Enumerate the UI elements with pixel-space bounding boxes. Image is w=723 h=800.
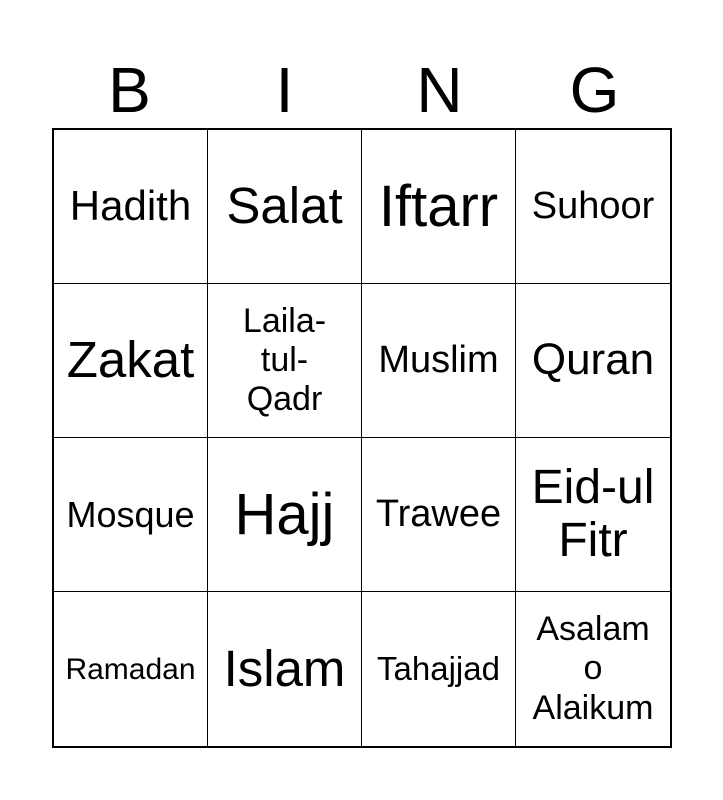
bingo-cell-label: Islam <box>223 639 346 697</box>
bingo-cell-r2c3[interactable] <box>362 284 516 438</box>
bingo-cell-label: Hadith <box>69 182 192 230</box>
bingo-cell-r3c1[interactable] <box>54 438 208 592</box>
bingo-cell-label: Eid-ul Fitr <box>531 460 655 567</box>
bingo-cell-label: Suhoor <box>531 184 655 227</box>
bingo-cell-label: Mosque <box>66 493 195 535</box>
bingo-cell-r3c4[interactable] <box>516 438 670 592</box>
header-letter-b: B <box>108 54 151 126</box>
header-letter-i: I <box>275 54 294 126</box>
bingo-cell-label: Trawee <box>375 492 502 535</box>
bingo-cell-label: Zakat <box>66 331 195 389</box>
header-letter-g: G <box>569 54 620 126</box>
bingo-board <box>52 128 672 748</box>
bingo-cell-r1c3[interactable] <box>362 130 516 284</box>
bingo-cell-label: Hajj <box>234 481 335 547</box>
bingo-cell-label: Iftarr <box>378 173 499 239</box>
bingo-cell-r4c2[interactable] <box>208 592 362 746</box>
bingo-cell-label: Asalam o Alaikum <box>532 610 654 727</box>
bingo-cell-r2c4[interactable] <box>516 284 670 438</box>
bingo-header <box>52 52 672 128</box>
bingo-cell-r4c3[interactable] <box>362 592 516 746</box>
bingo-cell-r1c4[interactable] <box>516 130 670 284</box>
bingo-cell-r2c2[interactable] <box>208 284 362 438</box>
bingo-cell-r1c1[interactable] <box>54 130 208 284</box>
bingo-cell-label: Salat <box>226 177 343 235</box>
bingo-cell-r1c2[interactable] <box>208 130 362 284</box>
bingo-cell-r4c1[interactable] <box>54 592 208 746</box>
bingo-cell-label: Quran <box>531 335 655 385</box>
bingo-cell-label: Ramadan <box>65 652 196 686</box>
bingo-cell-label: Laila- tul- Qadr <box>242 301 327 419</box>
header-letter-n: N <box>416 54 463 126</box>
bingo-cell-label: Tahajjad <box>377 649 500 687</box>
bingo-cell-label: Muslim <box>378 338 499 381</box>
bingo-cell-r3c2[interactable] <box>208 438 362 592</box>
bingo-cell-r2c1[interactable] <box>54 284 208 438</box>
bingo-cell-r4c4[interactable] <box>516 592 670 746</box>
bingo-cell-r3c3[interactable] <box>362 438 516 592</box>
